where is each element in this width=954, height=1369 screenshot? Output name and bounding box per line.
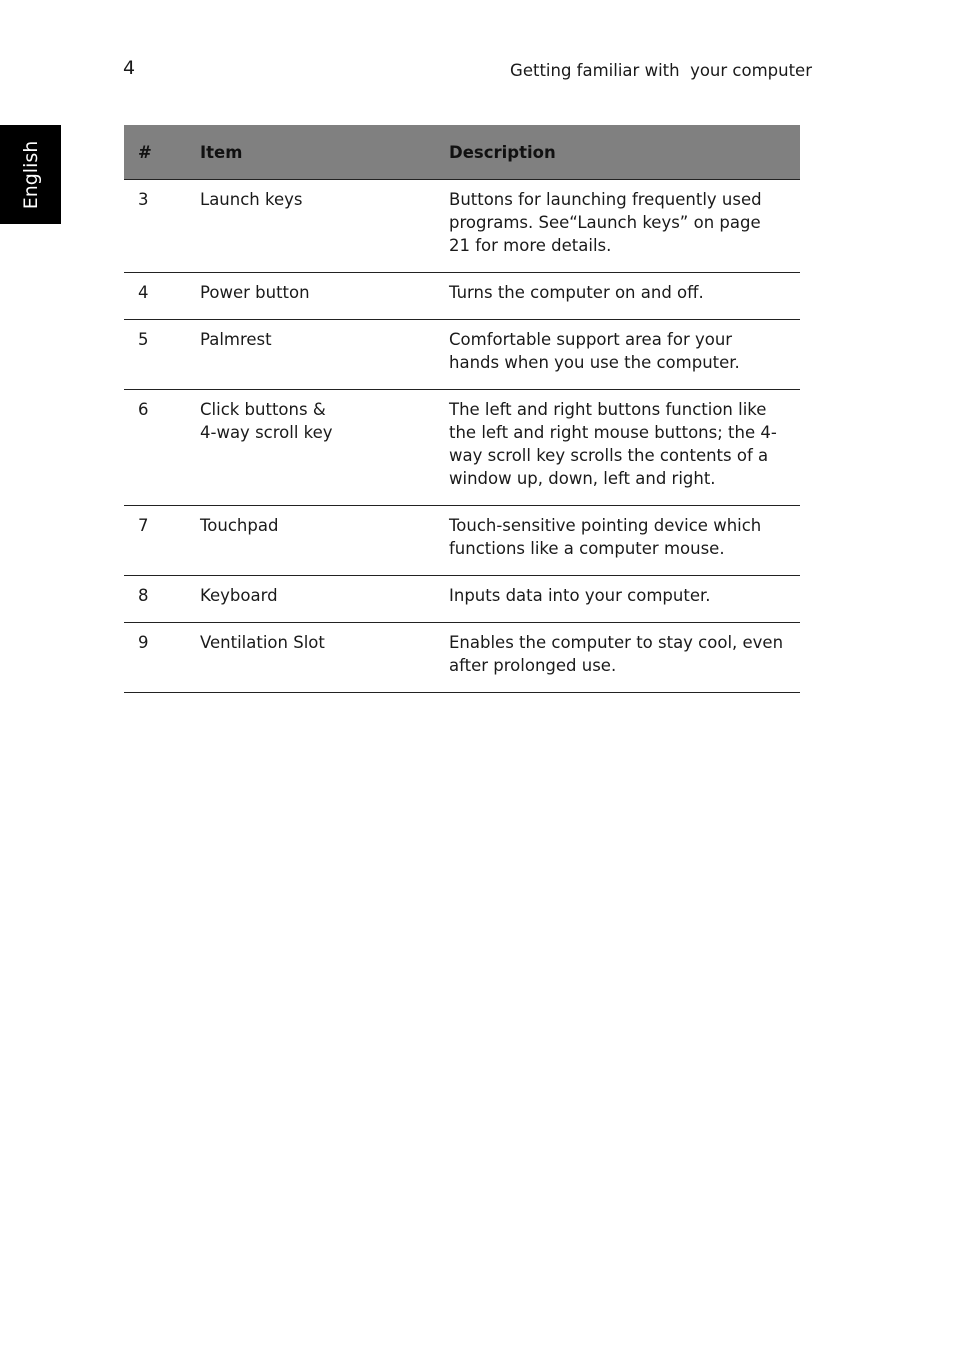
table-row: [124, 273, 800, 320]
component-table: [124, 125, 800, 693]
row-description: Inputs data into your computer.: [449, 576, 800, 623]
row-item-line: Ventilation Slot: [200, 633, 325, 652]
row-item: [200, 180, 449, 273]
page-number: 4: [123, 57, 136, 79]
row-number: 5: [124, 320, 200, 390]
table-row: [124, 320, 800, 390]
row-number: 7: [124, 506, 200, 576]
row-number: 9: [124, 623, 200, 693]
header-description: Description: [449, 125, 800, 180]
running-header: Getting familiar with your computer: [510, 61, 812, 80]
row-description: The left and right buttons function like the left and right mouse buttons; the 4-way scroll key scrolls the contents of a window up, down, left and right.: [449, 390, 800, 506]
row-description: Comfortable support area for your hands when you use the computer.: [449, 320, 800, 390]
language-tab-label: English: [19, 140, 42, 209]
row-item: [200, 576, 449, 623]
row-item: [200, 623, 449, 693]
table-row: [124, 506, 800, 576]
row-description: Touch-sensitive pointing device which functions like a computer mouse.: [449, 506, 800, 576]
row-item-line: 4-way scroll key: [200, 423, 333, 442]
table-row: [124, 180, 800, 273]
row-item: [200, 320, 449, 390]
row-description: Enables the computer to stay cool, even after prolonged use.: [449, 623, 800, 693]
row-number: 3: [124, 180, 200, 273]
language-tab: [0, 125, 61, 224]
row-item: [200, 273, 449, 320]
row-number: 6: [124, 390, 200, 506]
header-item: Item: [200, 125, 449, 180]
row-item-line: Keyboard: [200, 586, 278, 605]
row-description: Turns the computer on and off.: [449, 273, 800, 320]
row-item-line: Power button: [200, 283, 310, 302]
row-description: Buttons for launching frequently used programs. See“Launch keys” on page 21 for more details.: [449, 180, 800, 273]
row-item-line: Click buttons &: [200, 400, 326, 419]
row-number: 4: [124, 273, 200, 320]
table-row: [124, 576, 800, 623]
row-item-line: Palmrest: [200, 330, 272, 349]
header-number: #: [124, 125, 200, 180]
row-item: [200, 390, 449, 506]
table-header-row: [124, 125, 800, 180]
row-item-line: Touchpad: [200, 516, 279, 535]
row-number: 8: [124, 576, 200, 623]
table-row: [124, 390, 800, 506]
row-item: [200, 506, 449, 576]
row-item-line: Launch keys: [200, 190, 303, 209]
table-row: [124, 623, 800, 693]
